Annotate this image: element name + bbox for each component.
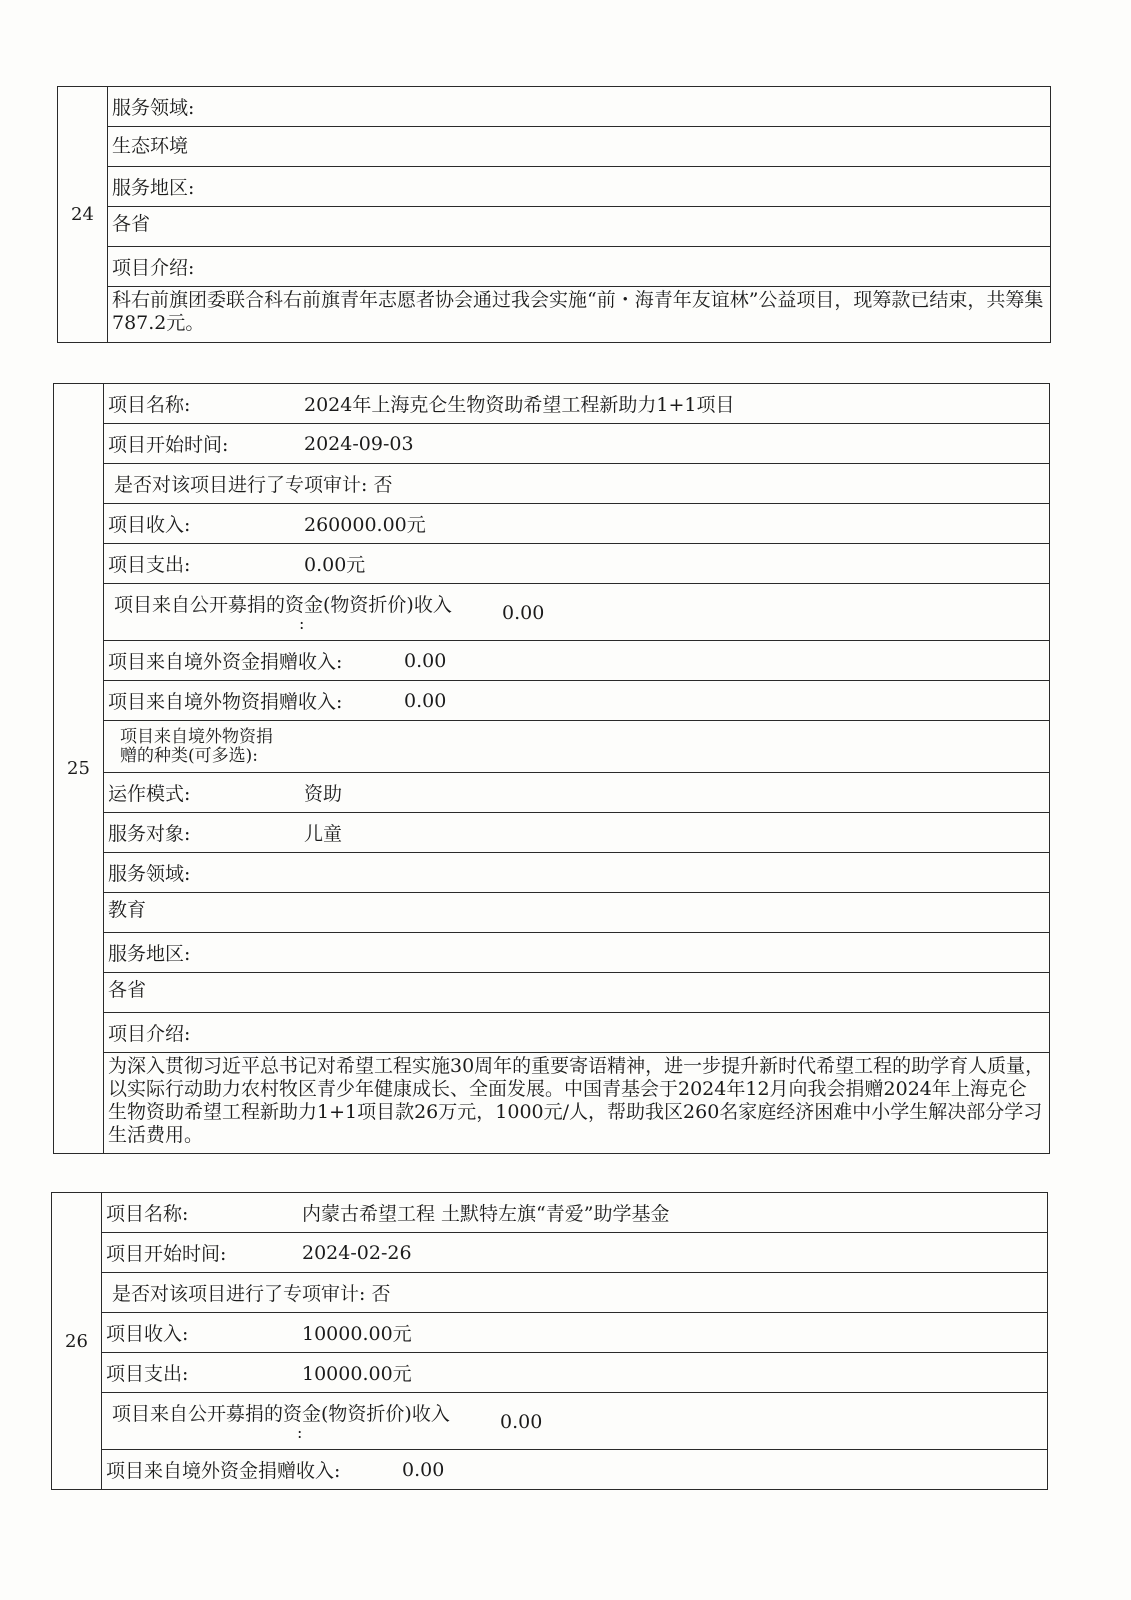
project-number: 26 xyxy=(52,1193,102,1489)
name-value: 内蒙古希望工程 土默特左旗“青爱”助学基金 xyxy=(302,1203,670,1225)
income-row xyxy=(104,504,1049,544)
intro-text: 为深入贯彻习近平总书记对希望工程实施30周年的重要寄语精神，进一步提升新时代希望工程的助学育人质量，以实际行动助力农村牧区青少年健康成长、全面发展。中国青基会于2024年12月向我会捐赠2024年上海克仑生物资助希望工程新助力1+1项目款26万元，1000元/人，帮助我区260名家庭经济困难中小学生解决部分学习生活费用。 xyxy=(108,1055,1045,1146)
expense-row xyxy=(104,544,1049,584)
income-row xyxy=(102,1313,1047,1353)
start-time-row xyxy=(102,1233,1047,1273)
expense-label: 项目支出: xyxy=(106,1363,189,1385)
audit-text: 是否对该项目进行了专项审计: 否 xyxy=(114,474,393,496)
public-fund-colon: : xyxy=(297,1423,303,1442)
service-area-value-row xyxy=(108,207,1050,247)
foreign-goods-type-line2: 赠的种类(可多选): xyxy=(120,745,258,766)
service-area-label: 服务地区: xyxy=(112,177,195,199)
service-area-value: 各省 xyxy=(108,979,147,1001)
intro-text-row xyxy=(108,287,1050,342)
expense-label: 项目支出: xyxy=(108,554,191,576)
service-area-row xyxy=(108,167,1050,207)
public-fund-colon: : xyxy=(299,614,305,633)
target-label: 服务对象: xyxy=(108,823,191,845)
project-block-24 xyxy=(57,86,1051,343)
intro-label: 项目介绍: xyxy=(112,257,195,279)
income-label: 项目收入: xyxy=(106,1323,189,1345)
intro-row xyxy=(104,1013,1049,1053)
mode-label: 运作模式: xyxy=(108,783,191,805)
name-label: 项目名称: xyxy=(108,394,191,416)
foreign-goods-type-row xyxy=(104,721,1049,773)
public-fund-value: 0.00 xyxy=(500,1411,543,1433)
service-field-value-row xyxy=(108,127,1050,167)
expense-value: 10000.00元 xyxy=(302,1363,412,1385)
service-area-value-row xyxy=(104,973,1049,1013)
project-number: 25 xyxy=(54,384,104,1153)
intro-label: 项目介绍: xyxy=(108,1023,191,1045)
start-time-row xyxy=(104,424,1049,464)
service-area-label: 服务地区: xyxy=(108,943,191,965)
service-field-value: 生态环境 xyxy=(112,135,189,157)
expense-value: 0.00元 xyxy=(304,554,366,576)
project-block-26 xyxy=(51,1192,1048,1490)
name-row xyxy=(104,384,1049,424)
project-number: 24 xyxy=(58,87,108,342)
foreign-fund-label: 项目来自境外资金捐赠收入: xyxy=(108,651,343,673)
service-field-value: 教育 xyxy=(108,899,147,921)
name-value: 2024年上海克仑生物资助希望工程新助力1+1项目 xyxy=(304,394,735,416)
foreign-fund-label: 项目来自境外资金捐赠收入: xyxy=(106,1460,341,1482)
service-field-value-row xyxy=(104,893,1049,933)
public-fund-value: 0.00 xyxy=(502,602,545,624)
target-row xyxy=(104,813,1049,853)
intro-text: 科右前旗团委联合科右前旗青年志愿者协会通过我会实施“前・海青年友谊林”公益项目，现筹款已结束，共筹集787.2元。 xyxy=(112,289,1044,334)
income-label: 项目收入: xyxy=(108,514,191,536)
foreign-goods-row xyxy=(104,681,1049,721)
audit-row xyxy=(102,1273,1047,1313)
name-row xyxy=(102,1193,1047,1233)
foreign-goods-label: 项目来自境外物资捐赠收入: xyxy=(108,691,343,713)
audit-row xyxy=(104,464,1049,504)
start-time-label: 项目开始时间: xyxy=(108,434,229,456)
service-field-row xyxy=(108,87,1050,127)
public-fund-row xyxy=(104,584,1049,641)
foreign-goods-value: 0.00 xyxy=(404,689,447,712)
start-time-label: 项目开始时间: xyxy=(106,1243,227,1265)
foreign-fund-row xyxy=(102,1450,1047,1489)
foreign-fund-value: 0.00 xyxy=(404,649,447,672)
start-time-value: 2024-02-26 xyxy=(302,1241,412,1264)
service-area-value: 各省 xyxy=(112,213,151,235)
public-fund-label: 项目来自公开募捐的资金(物资折价)收入 xyxy=(114,594,452,616)
income-value: 10000.00元 xyxy=(302,1323,412,1345)
mode-value: 资助 xyxy=(304,783,343,805)
expense-row xyxy=(102,1353,1047,1393)
foreign-fund-row xyxy=(104,641,1049,681)
service-field-row xyxy=(104,853,1049,893)
foreign-goods-type-line1: 项目来自境外物资捐 xyxy=(120,726,273,747)
intro-text-row xyxy=(104,1053,1049,1153)
start-time-value: 2024-09-03 xyxy=(304,432,414,455)
name-label: 项目名称: xyxy=(106,1203,189,1225)
service-field-label: 服务领域: xyxy=(112,97,195,119)
target-value: 儿童 xyxy=(304,823,343,845)
project-block-25 xyxy=(53,383,1050,1154)
service-area-row xyxy=(104,933,1049,973)
intro-row xyxy=(108,247,1050,287)
service-field-label: 服务领域: xyxy=(108,863,191,885)
income-value: 260000.00元 xyxy=(304,514,426,536)
public-fund-row xyxy=(102,1393,1047,1450)
foreign-fund-value: 0.00 xyxy=(402,1458,445,1481)
public-fund-label: 项目来自公开募捐的资金(物资折价)收入 xyxy=(112,1403,450,1425)
mode-row xyxy=(104,773,1049,813)
audit-text: 是否对该项目进行了专项审计: 否 xyxy=(112,1283,391,1305)
